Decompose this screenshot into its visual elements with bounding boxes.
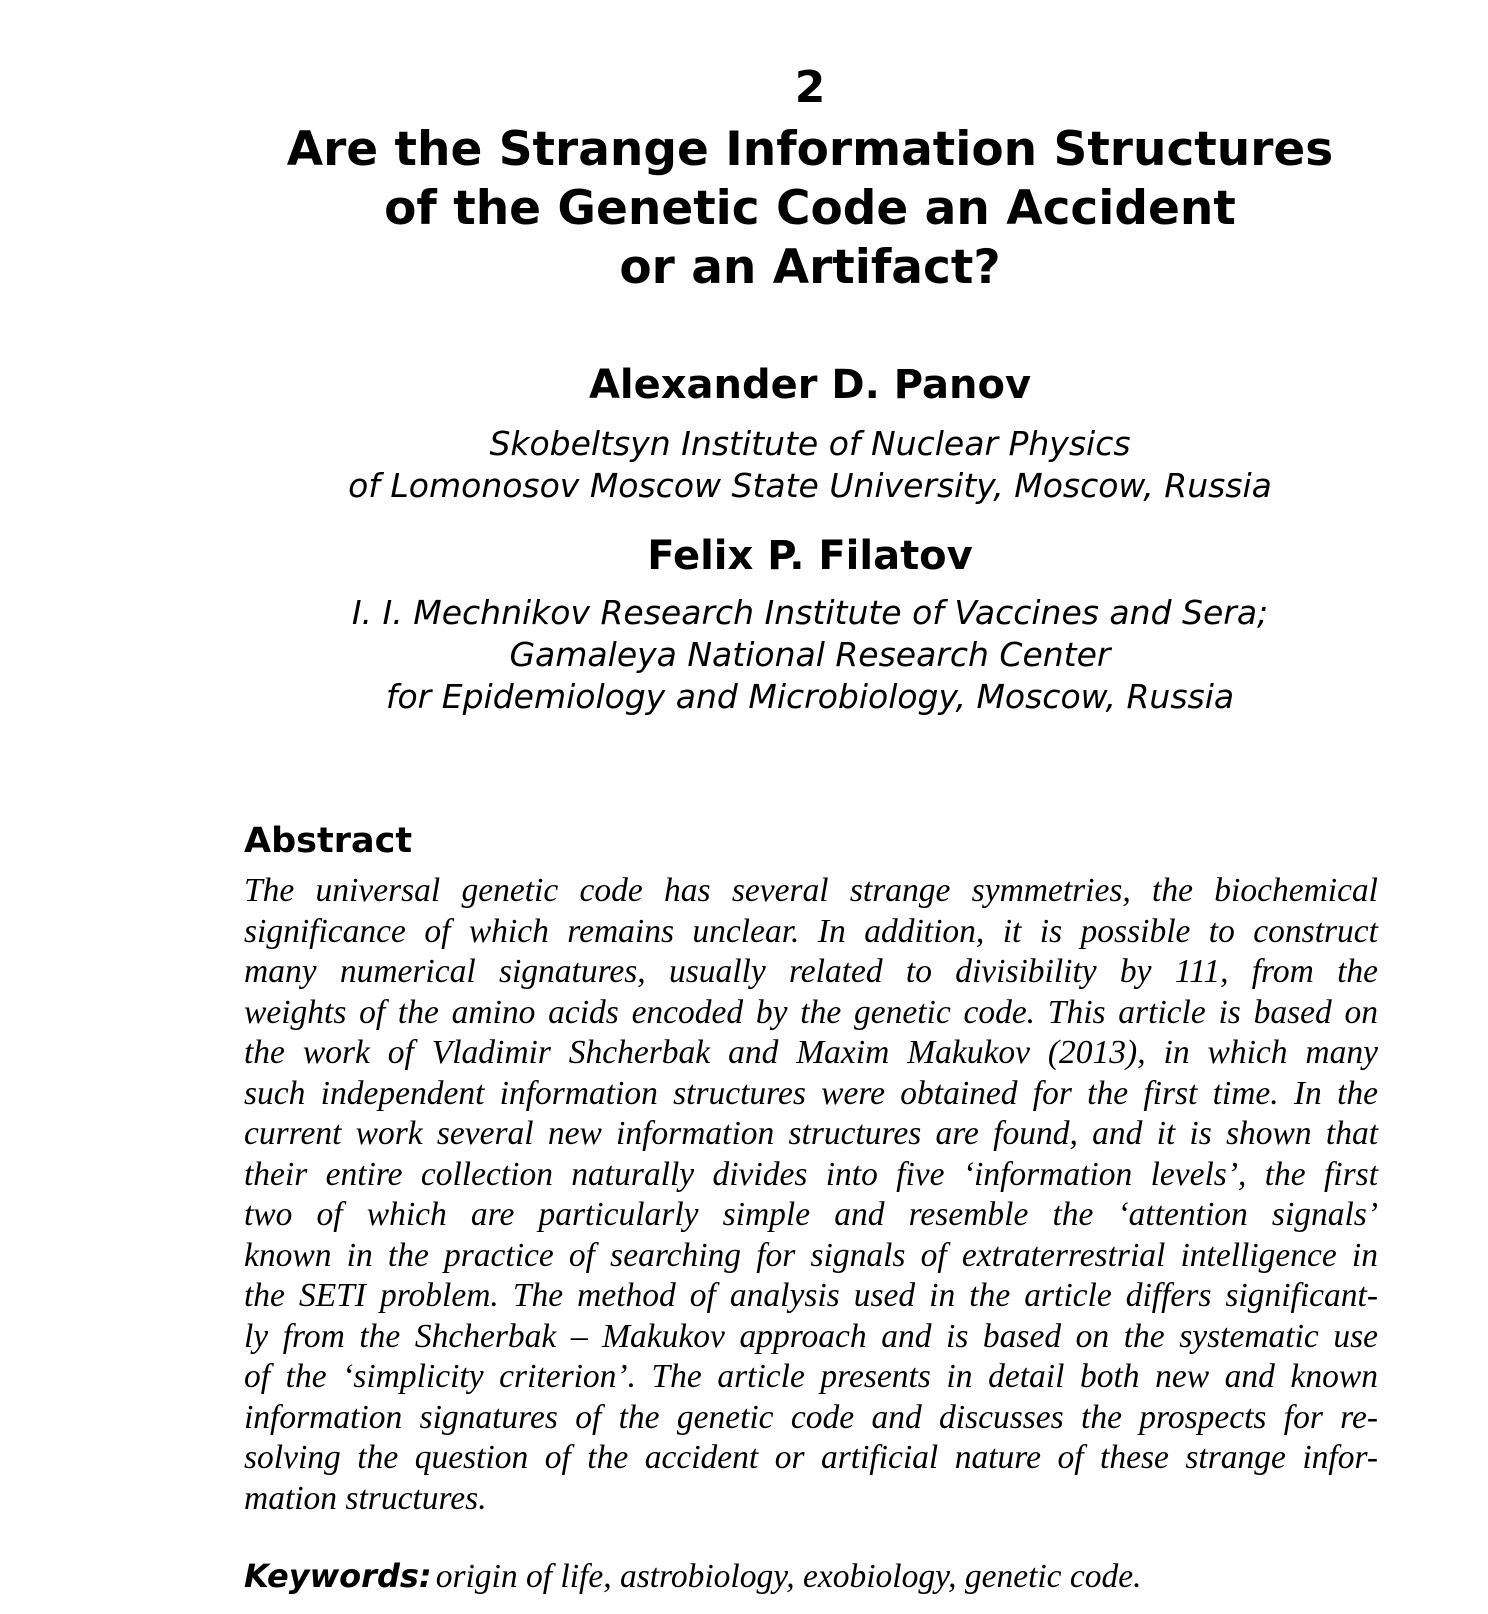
abstract-line: the work of Vladimir Shcherbak and Maxim Makukov (2013), in which many: [244, 1034, 1378, 1071]
chapter-title-line: of the Genetic Code an Accident: [384, 181, 1236, 236]
abstract-line: information signatures of the genetic code and discusses the prospects for re-: [244, 1398, 1378, 1436]
author-name: Alexander D. Panov: [588, 362, 1032, 408]
author-affiliation: [220, 423, 1400, 507]
author-name: Felix P. Filatov: [647, 533, 973, 579]
keywords: [244, 1556, 1378, 1597]
abstract-line: weights of the amino acids encoded by the genetic code. This article is based on: [244, 993, 1378, 1031]
affiliation-line: I. I. Mechnikov Research Institute of Vaccines and Sera;: [351, 593, 1269, 632]
chapter-title-line: Are the Strange Information Structures: [286, 122, 1334, 177]
affiliation-line: Skobeltsyn Institute of Nuclear Physics: [489, 424, 1131, 463]
abstract-line: current work several new information structures are found, and it is shown that: [244, 1115, 1378, 1152]
abstract-body: [244, 871, 1378, 1519]
abstract-line: solving the question of the accident or artificial nature of these strange infor-: [244, 1439, 1378, 1476]
abstract-line: ly from the Shcherbak – Makukov approach and is based on the systematic use: [244, 1317, 1378, 1355]
abstract-heading: Abstract: [244, 821, 413, 861]
abstract-line: known in the practice of searching for signals of extraterrestrial intelligence in: [244, 1236, 1378, 1274]
abstract-line: two of which are particularly simple and resemble the ‘attention signals’: [244, 1196, 1378, 1233]
keywords-label: Keywords:: [244, 1557, 432, 1595]
keywords-text: origin of life, astrobiology, exobiology, genetic code.: [435, 1558, 1142, 1595]
abstract-line: such independent information structures were obtained for the first time. In the: [244, 1074, 1378, 1112]
abstract-line: of the ‘simplicity criterion’. The article presents in detail both new and known: [244, 1358, 1378, 1395]
abstract-line: their entire collection naturally divides into five ‘information levels’, the first: [244, 1155, 1378, 1193]
abstract-line: significance of which remains unclear. In addition, it is possible to construct: [244, 912, 1378, 950]
affiliation-line: for Epidemiology and Microbiology, Moscow, Russia: [385, 677, 1235, 716]
chapter-number: 2: [794, 62, 826, 113]
abstract-line: mation structures.: [244, 1479, 487, 1517]
abstract-line: the SETI problem. The method of analysis used in the article differs significant-: [244, 1277, 1378, 1314]
affiliation-line: Gamaleya National Research Center: [509, 635, 1111, 674]
affiliation-line: of Lomonosov Moscow State University, Moscow, Russia: [348, 466, 1272, 505]
abstract-line: The universal genetic code has several strange symmetries, the biochemical: [244, 872, 1378, 909]
abstract-line: many numerical signatures, usually related to divisibility by 111, from the: [244, 953, 1378, 990]
chapter-title-line: or an Artifact?: [619, 240, 1001, 295]
author-affiliation: [220, 592, 1400, 718]
chapter-title: [220, 120, 1400, 297]
